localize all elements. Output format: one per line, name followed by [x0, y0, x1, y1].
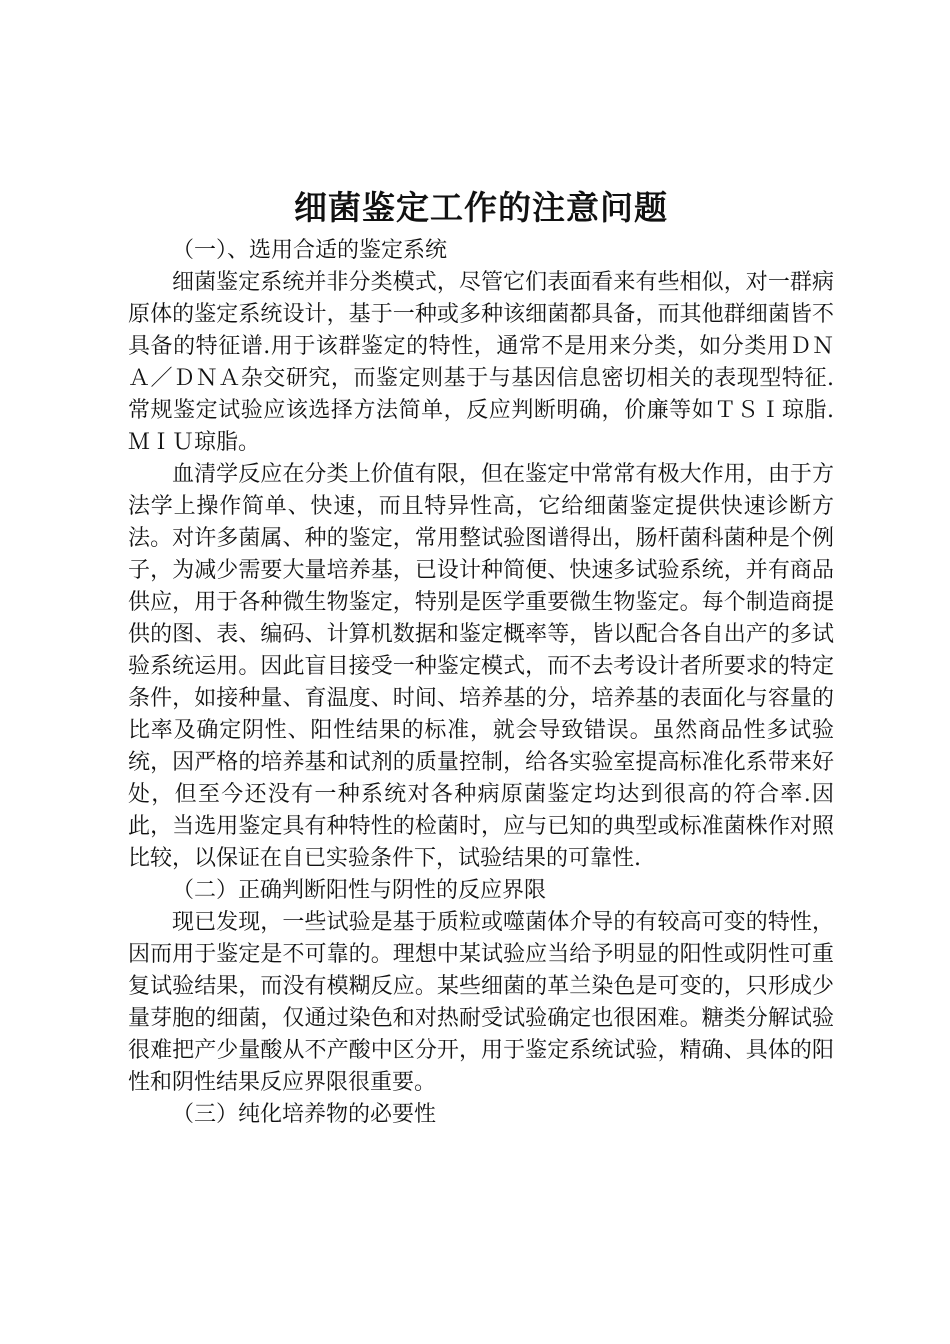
section-heading-3: （三）纯化培养物的必要性	[172, 1102, 437, 1127]
paragraph-2-1: 现已发现，一些试验是基于质粒或噬菌体介导的有较高可变的特性，因而用于鉴定是不可靠的。理想中某试验应当给予明显的阳性或阴性可重复试验结果，而没有模糊反应。某些细菌的革兰染色是可变的，只形成少量芽胞的细菌，仅通过染色和对热耐受试验确定也很困难。糖类分解试验很难把产少量酸从不产酸中区分开，用于鉴定系统试验，精确、具体的阳性和阴性结果反应界限很重要。	[128, 910, 834, 1095]
paragraph-1-1: 细菌鉴定系统并非分类模式，尽管它们表面看来有些相似，对一群病原体的鉴定系统设计，基于一种或多种该细菌都具备，而其他群细菌皆不具备的特征谱.用于该群鉴定的特性，通常不是用来分类，如分类用ＤＮＡ／ＤＮＡ杂交研究，而鉴定则基于与基因信息密切相关的表现型特征.常规鉴定试验应该选择方法简单，反应判断明确，价廉等如ＴＳＩ琼脂.ＭＩＵ琼脂。	[128, 270, 834, 455]
paragraph-1-2: 血清学反应在分类上价值有限，但在鉴定中常常有极大作用，由于方法学上操作简单、快速，而且特异性高，它给细菌鉴定提供快速诊断方法。对许多菌属、种的鉴定，常用整试验图谱得出，肠杆菌科菌种是个例子，为减少需要大量培养基，已设计种简便、快速多试验系统，并有商品供应，用于各种微生物鉴定，特别是医学重要微生物鉴定。每个制造商提供的图、表、编码、计算机数据和鉴定概率等，皆以配合各自出产的多试验系统运用。因此盲目接受一种鉴定模式，而不去考设计者所要求的特定条件，如接种量、育温度、时间、培养基的分，培养基的表面化与容量的比率及确定阴性、阳性结果的标准，就会导致错误。虽然商品性多试验统，因严格的培养基和试剂的质量控制，给各实验室提高标准化系带来好处，但至今还没有一种系统对各种病原菌鉴定均达到很高的符合率.因此，当选用鉴定具有种特性的检菌时，应与已知的典型或标准菌株作对照比较，以保证在自已实验条件下，试验结果的可靠性.	[128, 462, 834, 871]
document-title: 细菌鉴定工作的注意问题	[294, 188, 668, 227]
section-heading-1: （一）、选用合适的鉴定系统	[172, 238, 448, 263]
document-page	[128, 185, 834, 1131]
section-heading-2: （二）正确判断阳性与阴性的反应界限	[172, 878, 547, 903]
